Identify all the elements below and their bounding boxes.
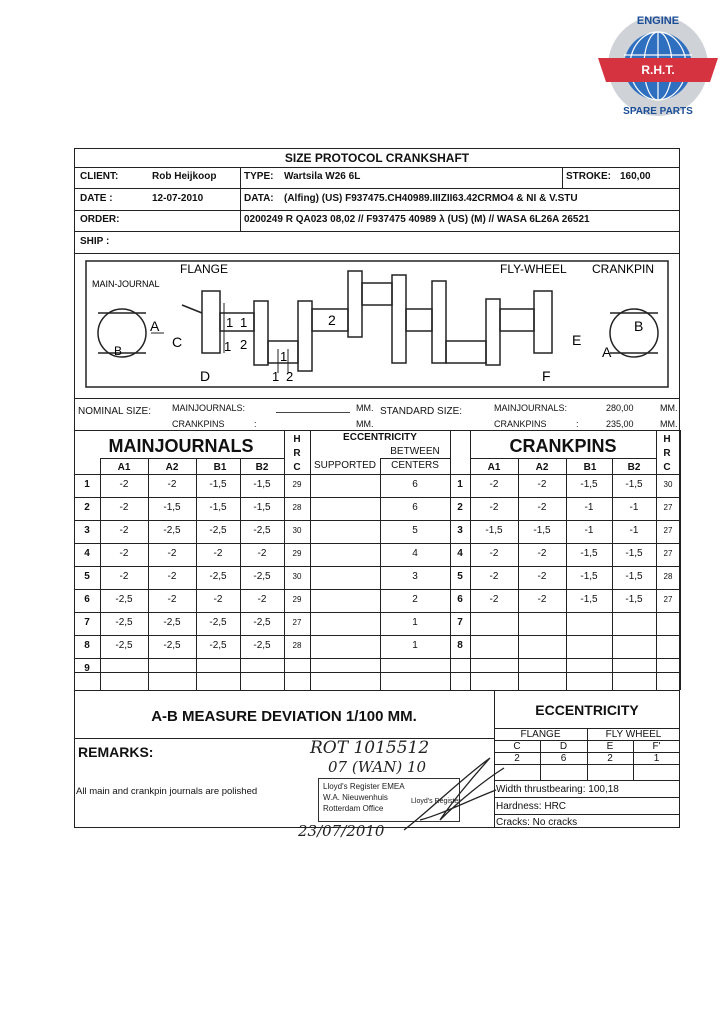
data-value: (Alfing) (US) F937475.CH40989.IIIZII63.42CRMO4 & NI & V.STU bbox=[284, 193, 578, 204]
ecc-between-centers-cell: 5 bbox=[412, 525, 418, 536]
main-value-cell: -2,5 bbox=[253, 525, 271, 536]
pin-row-number: 8 bbox=[457, 640, 463, 651]
nominal-crankpins-label: CRANKPINS bbox=[172, 419, 225, 429]
pin-value-cell: -2 bbox=[537, 502, 547, 513]
data-label: DATA: bbox=[244, 193, 274, 204]
type-value: Wartsila W26 6L bbox=[284, 171, 361, 182]
main-row-number: 9 bbox=[84, 663, 90, 674]
main-journal-label: MAIN-JOURNAL bbox=[92, 279, 160, 289]
stroke-label: STROKE: bbox=[566, 171, 611, 182]
pin-hrc-cell: 27 bbox=[663, 526, 673, 535]
pin-hrc-cell: 27 bbox=[663, 503, 673, 512]
main-value-cell: -2 bbox=[119, 479, 129, 490]
ecc-flange-label: FLANGE bbox=[520, 729, 561, 740]
pin-row-number: 4 bbox=[457, 548, 463, 559]
pin-value-cell: -2 bbox=[489, 548, 499, 559]
fly-wheel-label: FLY-WHEEL bbox=[500, 262, 567, 276]
main-value-cell: -2,5 bbox=[115, 640, 133, 651]
crankpins-title: CRANKPINS bbox=[509, 436, 617, 456]
pin-value-cell: -2 bbox=[489, 479, 499, 490]
pin-row-number: 1 bbox=[457, 479, 463, 490]
remarks-label: REMARKS: bbox=[78, 744, 154, 760]
main-value-cell: -1,5 bbox=[253, 479, 271, 490]
main-row-number: 8 bbox=[84, 640, 90, 651]
svg-text:B: B bbox=[634, 318, 644, 334]
pin-value-cell: -1,5 bbox=[485, 525, 503, 536]
nominal-mainjournals-label: MAINJOURNALS: bbox=[172, 403, 246, 413]
main-hrc-cell: 30 bbox=[292, 572, 302, 581]
main-row-number: 4 bbox=[84, 548, 90, 559]
main-row-number: 7 bbox=[84, 617, 90, 628]
remarks-text: All main and crankpin journals are polished bbox=[76, 786, 258, 797]
handwritten-date: 23/07/2010 bbox=[298, 822, 385, 840]
main-value-cell: -2 bbox=[213, 594, 223, 605]
main-value-cell: -1,5 bbox=[209, 479, 227, 490]
ecc-between-centers-cell: 6 bbox=[412, 502, 418, 513]
main-value-cell: -1,5 bbox=[163, 502, 181, 513]
ecc-fly-wheel-label: FLY WHEEL bbox=[605, 729, 662, 740]
main-value-cell: -2,5 bbox=[115, 617, 133, 628]
svg-text:C: C bbox=[172, 334, 183, 350]
pin-row-number: 7 bbox=[457, 617, 463, 628]
svg-text:E: E bbox=[572, 332, 582, 348]
main-value-cell: -2,5 bbox=[209, 617, 227, 628]
svg-text:1: 1 bbox=[272, 369, 280, 384]
ecc-value-e: 2 bbox=[607, 753, 613, 764]
pin-value-cell: -2 bbox=[489, 502, 499, 513]
eccentricity-title: ECCENTRICITY bbox=[535, 702, 639, 718]
std-crankpins-value: 235,00 bbox=[606, 419, 634, 429]
main-value-cell: -2 bbox=[167, 571, 177, 582]
pin-col-b2: B2 bbox=[627, 462, 641, 473]
pin-value-cell: -1 bbox=[584, 525, 594, 536]
crankshaft-diagram bbox=[74, 253, 680, 398]
svg-text:A: A bbox=[602, 344, 612, 360]
pin-value-cell: -1 bbox=[629, 502, 639, 513]
main-value-cell: -2 bbox=[119, 525, 129, 536]
main-hrc-cell: 29 bbox=[292, 480, 302, 489]
pin-hrc-cell: 28 bbox=[663, 572, 673, 581]
pin-col-a2: A2 bbox=[535, 462, 549, 473]
main-row-number: 3 bbox=[84, 525, 90, 536]
svg-text:2: 2 bbox=[286, 369, 294, 384]
pin-value-cell: -1,5 bbox=[625, 479, 643, 490]
ecc-value-c: 2 bbox=[514, 753, 520, 764]
pin-value-cell: -2 bbox=[489, 594, 499, 605]
pin-value-cell: -2 bbox=[537, 548, 547, 559]
main-value-cell: -2 bbox=[167, 479, 177, 490]
pin-value-cell: -1,5 bbox=[625, 548, 643, 559]
flange-label: FLANGE bbox=[180, 262, 229, 276]
main-value-cell: -2,5 bbox=[253, 640, 271, 651]
main-row-number: 2 bbox=[84, 502, 90, 513]
main-col-b1: B1 bbox=[213, 462, 227, 473]
ecc-between-centers-cell: 2 bbox=[412, 594, 418, 605]
pin-col-b1: B1 bbox=[583, 462, 597, 473]
main-hrc-cell: 29 bbox=[292, 549, 302, 558]
pin-hrc-cell: 30 bbox=[663, 480, 673, 489]
width-thrustbearing: Width thrustbearing: 100,18 bbox=[496, 784, 619, 795]
main-value-cell: -2 bbox=[257, 548, 267, 559]
svg-text:A: A bbox=[150, 318, 160, 334]
pin-row-number: 3 bbox=[457, 525, 463, 536]
pin-value-cell: -1,5 bbox=[533, 525, 551, 536]
ecc-between-centers-cell: 1 bbox=[412, 640, 418, 651]
logo-bottom-text: SPARE PARTS bbox=[623, 106, 693, 117]
main-value-cell: -2 bbox=[119, 502, 129, 513]
main-value-cell: -2,5 bbox=[163, 525, 181, 536]
pin-row-number: 5 bbox=[457, 571, 463, 582]
pin-value-cell: -1 bbox=[629, 525, 639, 536]
lloyds-register-stamp: Lloyd's Register EMEA W.A. Nieuwenhuis Rotterdam Office Lloyd's Register bbox=[318, 778, 460, 822]
main-value-cell: -2 bbox=[167, 548, 177, 559]
standard-mainjournals-label: MAINJOURNALS: bbox=[494, 403, 568, 413]
cracks: Cracks: No cracks bbox=[496, 817, 578, 828]
main-value-cell: -2 bbox=[119, 571, 129, 582]
main-value-cell: -2 bbox=[167, 594, 177, 605]
pin-hrc-cell: 27 bbox=[663, 549, 673, 558]
svg-text:B: B bbox=[114, 344, 123, 358]
main-row-number: 5 bbox=[84, 571, 90, 582]
main-hrc-cell: 27 bbox=[292, 618, 302, 627]
main-hrc-cell: 30 bbox=[292, 526, 302, 535]
standard-crankpins-label: CRANKPINS bbox=[494, 419, 547, 429]
pin-value-cell: -2 bbox=[537, 479, 547, 490]
order-label: ORDER: bbox=[80, 214, 120, 225]
ecc-between-centers-cell: 1 bbox=[412, 617, 418, 628]
handwritten-reference-2: 07 (WAN) 10 bbox=[328, 758, 427, 776]
main-value-cell: -2,5 bbox=[115, 594, 133, 605]
ecc-value-d: 6 bbox=[560, 753, 567, 764]
pin-value-cell: -1,5 bbox=[580, 479, 598, 490]
main-value-cell: -2,5 bbox=[209, 640, 227, 651]
main-row-number: 1 bbox=[84, 479, 90, 490]
main-value-cell: -1,5 bbox=[209, 502, 227, 513]
main-value-cell: -2,5 bbox=[163, 617, 181, 628]
client-label: CLIENT: bbox=[80, 171, 119, 182]
main-value-cell: -1,5 bbox=[253, 502, 271, 513]
main-hrc-cell: 29 bbox=[292, 595, 302, 604]
pin-col-a1: A1 bbox=[487, 462, 501, 473]
svg-text:1: 1 bbox=[280, 349, 288, 364]
handwritten-reference-1: ROT 1015512 bbox=[310, 738, 430, 758]
ab-measure-deviation: A-B MEASURE DEVIATION 1/100 MM. bbox=[151, 708, 417, 725]
mainjournals-title: MAINJOURNALS bbox=[108, 436, 254, 456]
logo-top-text: ENGINE bbox=[636, 15, 680, 27]
main-row-number: 6 bbox=[84, 594, 90, 605]
svg-text:2: 2 bbox=[240, 337, 248, 352]
date-label: DATE : bbox=[80, 193, 113, 204]
svg-text:D: D bbox=[200, 368, 211, 384]
standard-size-label: STANDARD SIZE: bbox=[380, 406, 463, 417]
svg-text:1: 1 bbox=[224, 339, 232, 354]
hardness: Hardness: HRC bbox=[496, 801, 567, 812]
pin-value-cell: -1,5 bbox=[580, 594, 598, 605]
main-hrc-cell: 28 bbox=[292, 503, 302, 512]
main-col-a1: A1 bbox=[117, 462, 131, 473]
client-value: Rob Heijkoop bbox=[152, 171, 217, 182]
pin-value-cell: -1,5 bbox=[580, 548, 598, 559]
rht-logo bbox=[598, 10, 718, 120]
pin-value-cell: -1,5 bbox=[580, 571, 598, 582]
main-value-cell: -2 bbox=[257, 594, 267, 605]
pin-row-number: 2 bbox=[457, 502, 463, 513]
pin-value-cell: -2 bbox=[537, 594, 547, 605]
svg-text:F: F bbox=[542, 368, 551, 384]
std-mainjournals-value: 280,00 bbox=[606, 403, 634, 413]
order-value: 0200249 R QA023 08,02 // F937475 40989 λ (US) (M) // WASA 6L26A 26521 bbox=[244, 214, 590, 225]
ecc-between-centers-cell: 3 bbox=[412, 571, 418, 582]
crankpin-label: CRANKPIN bbox=[592, 262, 655, 276]
date-value: 12-07-2010 bbox=[152, 193, 204, 204]
main-col-a2: A2 bbox=[165, 462, 179, 473]
ecc-value-f: 1 bbox=[653, 753, 660, 764]
stroke-value: 160,00 bbox=[620, 171, 651, 182]
ship-label: SHIP : bbox=[80, 236, 110, 247]
main-value-cell: -2 bbox=[119, 548, 129, 559]
main-col-b2: B2 bbox=[255, 462, 269, 473]
main-value-cell: -2,5 bbox=[209, 525, 227, 536]
document-title: SIZE PROTOCOL CRANKSHAFT bbox=[284, 151, 470, 165]
svg-text:1: 1 bbox=[240, 315, 248, 330]
signature bbox=[400, 750, 510, 840]
pin-value-cell: -2 bbox=[489, 571, 499, 582]
ecc-between-centers-cell: 4 bbox=[412, 548, 418, 559]
pin-value-cell: -1,5 bbox=[625, 594, 643, 605]
pin-hrc-cell: 27 bbox=[663, 595, 673, 604]
ecc-between-centers-cell: 6 bbox=[412, 479, 418, 490]
pin-value-cell: -1,5 bbox=[625, 571, 643, 582]
pin-value-cell: -1 bbox=[584, 502, 594, 513]
main-value-cell: -2,5 bbox=[209, 571, 227, 582]
type-label: TYPE: bbox=[244, 171, 274, 182]
lloyds-seal: Lloyd's Register bbox=[411, 798, 461, 805]
main-hrc-cell: 28 bbox=[292, 641, 302, 650]
main-value-cell: -2,5 bbox=[253, 571, 271, 582]
logo-center-text: R.H.T. bbox=[641, 63, 675, 77]
ecc-title: ECCENTRICITY bbox=[343, 432, 417, 443]
main-value-cell: -2 bbox=[213, 548, 223, 559]
pin-row-number: 6 bbox=[457, 594, 463, 605]
nominal-size-label: NOMINAL SIZE: bbox=[78, 406, 151, 417]
svg-text:2: 2 bbox=[328, 312, 336, 328]
main-value-cell: -2,5 bbox=[253, 617, 271, 628]
main-value-cell: -2,5 bbox=[163, 640, 181, 651]
pin-value-cell: -2 bbox=[537, 571, 547, 582]
svg-text:1: 1 bbox=[226, 315, 234, 330]
